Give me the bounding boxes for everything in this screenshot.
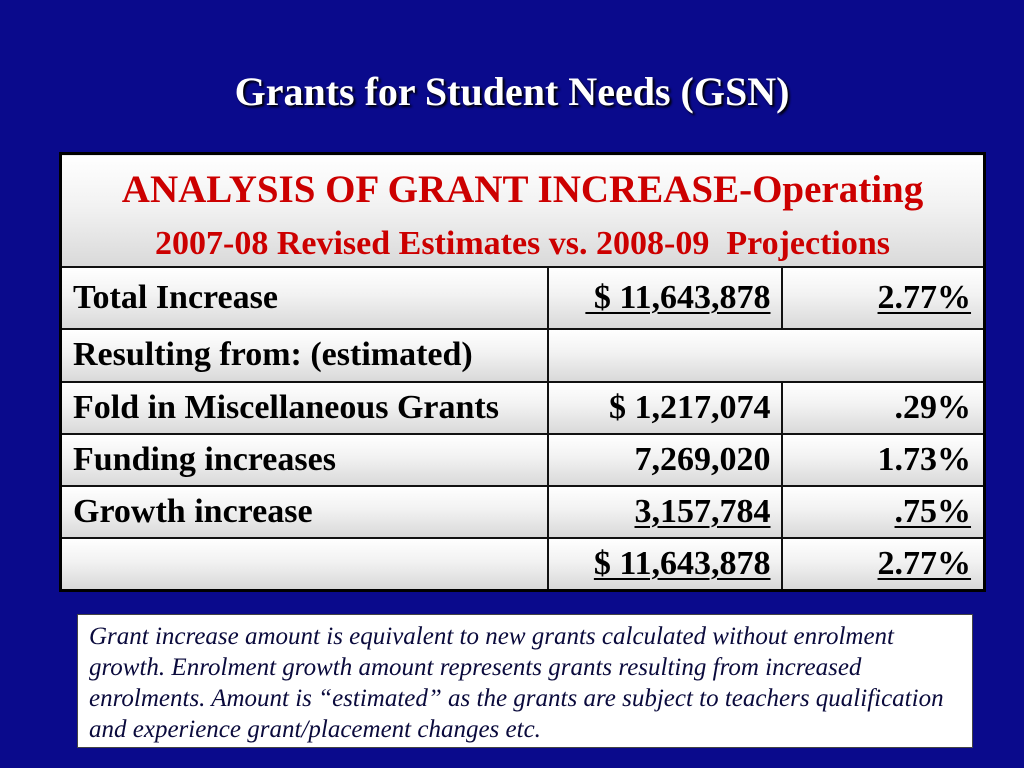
table-header-row — [61, 154, 985, 267]
amount-cell — [548, 538, 782, 591]
empty-label-cell — [61, 538, 548, 591]
table-row-resulting-from — [61, 329, 985, 382]
table-row-growth-increase — [61, 486, 985, 538]
row-label: Growth increase — [61, 486, 548, 538]
percent-value: .29% — [894, 388, 972, 426]
table-subheading: 2007-08 Revised Estimates vs. 2008-09 Projections — [155, 225, 891, 262]
amount-cell — [548, 486, 782, 538]
percent-cell — [782, 382, 985, 434]
amount-value: $ 11,643,878 — [585, 278, 771, 316]
empty-merged-cell — [548, 329, 985, 382]
amount-value: $ 11,643,878 — [593, 544, 771, 582]
table-row-total — [61, 538, 985, 591]
percent-cell — [782, 538, 985, 591]
percent-cell — [782, 486, 985, 538]
amount-value: 7,269,020 — [634, 440, 771, 478]
grant-increase-table — [59, 152, 986, 592]
amount-cell — [548, 382, 782, 434]
percent-cell — [782, 434, 985, 486]
row-label: Total Increase — [61, 267, 548, 329]
amount-value: $ 1,217,074 — [609, 388, 771, 426]
note-box — [77, 614, 973, 748]
table-header-cell — [61, 154, 985, 267]
percent-value: 2.77% — [877, 544, 972, 582]
percent-value: 2.77% — [877, 278, 972, 316]
amount-cell — [548, 267, 782, 329]
amount-cell — [548, 434, 782, 486]
percent-cell — [782, 267, 985, 329]
note-text: Grant increase amount is equivalent to new grants calculated without enrolment growth. Enrolment growth amount represents grants resulting from increased enrolments. Amount is “estimated” as the grants are subject to teachers qualification and experience grant/placement changes etc. — [89, 623, 944, 743]
table-heading: ANALYSIS OF GRANT INCREASE-Operating — [121, 168, 924, 211]
table-row-fold-in-misc-grants — [61, 382, 985, 434]
percent-value: 1.73% — [877, 440, 972, 478]
row-label: Resulting from: (estimated) — [61, 329, 548, 382]
slide-title: Grants for Student Needs (GSN) — [234, 69, 790, 114]
table-row-total-increase — [61, 267, 985, 329]
row-label: Funding increases — [61, 434, 548, 486]
table-row-funding-increases — [61, 434, 985, 486]
amount-value: 3,157,784 — [634, 492, 771, 530]
row-label: Fold in Miscellaneous Grants — [61, 382, 548, 434]
percent-value: .75% — [894, 492, 972, 530]
